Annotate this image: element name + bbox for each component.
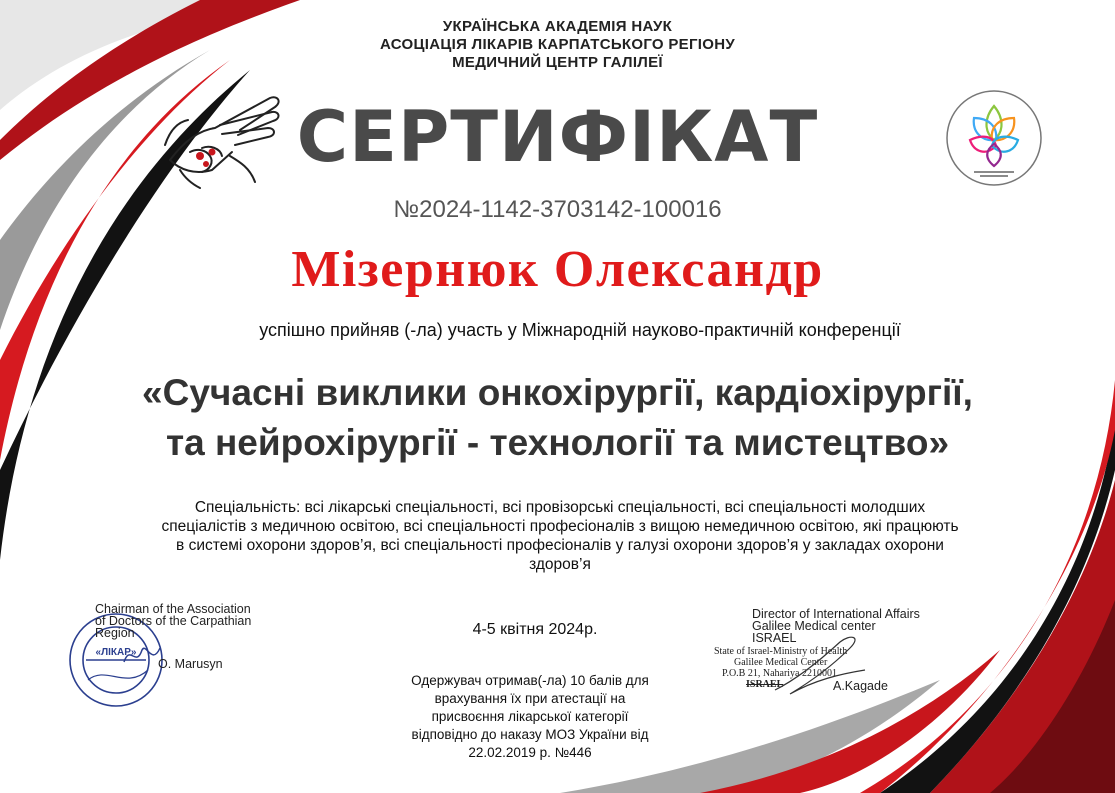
left-signer-title	[95, 603, 295, 639]
certificate-number: №2024-1142-3703142-100016	[393, 196, 722, 223]
certificate-title: СЕРТИФІКАТ	[296, 96, 819, 178]
israel-stamp-line: State of Israel-Ministry of Health	[714, 646, 848, 657]
specialty-text	[60, 498, 1060, 574]
conference-title	[20, 368, 1095, 468]
left-signer-title-line: Chairman of the Association	[95, 602, 251, 616]
credit-points-text	[360, 672, 700, 762]
credit-line: Одержувач отримав(-ла) 10 балів для	[411, 673, 649, 688]
right-signer-title-line: Director of International Affairs	[752, 607, 920, 621]
recipient-name: Мізернюк Олександр	[291, 241, 824, 298]
conference-title-line: та нейрохірургії - технології та мистецтво»	[165, 422, 950, 463]
credit-line: присвоєння лікарської категорії	[431, 709, 629, 724]
left-signer-name: O. Marusyn	[158, 657, 223, 671]
credit-line: відповідно до наказу МОЗ України від	[411, 727, 649, 742]
org-line-academy: УКРАЇНСЬКА АКАДЕМІЯ НАУК	[442, 18, 673, 35]
org-line-association: АСОЦІАЦІЯ ЛІКАРІВ КАРПАТСЬКОГО РЕГІОНУ	[380, 36, 735, 53]
israel-stamp-line: P.O.B 21, Nahariya 2210001	[722, 668, 837, 679]
credit-line: врахування їх при атестації на	[434, 691, 626, 706]
stamp-label: «ЛІКАР»	[95, 647, 137, 658]
left-signer-title-line: Region	[95, 626, 135, 640]
right-signer-name: A.Kagade	[833, 679, 888, 693]
specialty-line: в системі охорони здоров’я, всі спеціальності професіоналів у галузі охорони здоров’я у закладах охорони	[176, 537, 944, 554]
specialty-line: здоров’я	[529, 556, 591, 573]
specialty-line: спеціалістів з медичною освітою, всі спеціальності професіоналів з вищою немедичною освітою, які працюють	[161, 518, 959, 535]
credit-line: 22.02.2019 р. №446	[468, 745, 592, 760]
org-line-medical-center: МЕДИЧНИЙ ЦЕНТР ГАЛІЛЕЇ	[452, 54, 663, 71]
israel-stamp-line: Galilee Medical Center	[734, 657, 828, 668]
left-signature-icon	[122, 640, 162, 670]
event-date: 4-5 квітня 2024р.	[472, 621, 598, 638]
conference-title-line: «Сучасні виклики онкохірургії, кардіохірургії,	[142, 372, 973, 413]
left-signer-title-line: of Doctors of the Carpathian	[95, 614, 252, 628]
specialty-line: Спеціальність: всі лікарські спеціальності, всі провізорські спеціальності, всі спеціальності молодших	[194, 499, 926, 516]
israel-stamp-line: ISRAEL	[746, 679, 784, 690]
right-signer-title-line: ISRAEL	[752, 631, 797, 645]
right-signer-title-line: Galilee Medical center	[752, 619, 876, 633]
participation-text: успішно прийняв (-ла) участь у Міжнародній науково-практичній конференції	[259, 320, 901, 340]
